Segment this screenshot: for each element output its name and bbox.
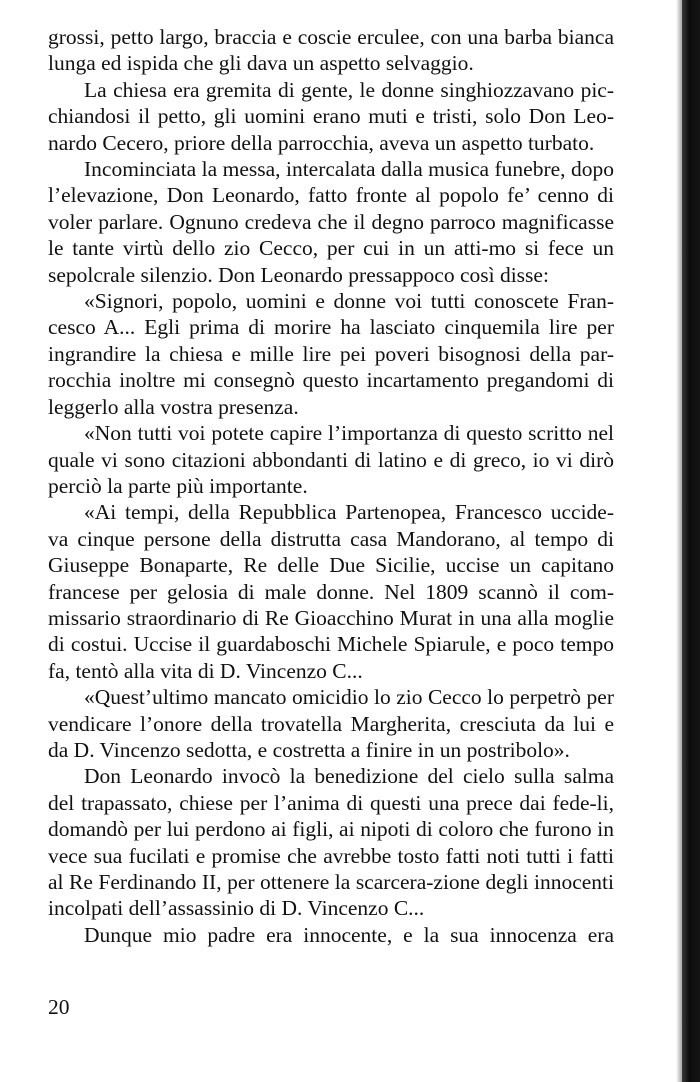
paragraph: «Signori, popolo, uomini e donne voi tutti conoscete Fran-cesco A... Egli prima di morire ha lasciato cinquemila lire per ingrandire la chiesa e mille lire pei poveri bisognosi della par-rocchia inoltre mi consegnò questo incartamento pregandomi di leggerlo alla vostra presenza. <box>48 289 614 419</box>
paragraph: Don Leonardo invocò la benedizione del cielo sulla salma del trapassato, chiese per l’anima di questi una prece dai fede-li, domandò per lui perdono ai figli, ai nipoti di coloro che furono in vece sua fucilati e promise che avrebbe tosto fatti noti tutti i fatti al Re Ferdinando II, per ottenere la scarcera-zione degli innocenti incolpati dell’assassinio di D. Vincenzo C... <box>48 764 614 921</box>
paragraph: «Ai tempi, della Repubblica Partenopea, Francesco uccide-va cinque persone della distrutta casa Mandorano, al tempo di Giuseppe Bonaparte, Re delle Due Sicilie, uccise un capitano francese per gelosia di male donne. Nel 1809 scannò il com-missario straordinario di Re Gioacchino Murat in una alla moglie di costui. Uccise il guardaboschi Michele Spiarule, e poco tempo fa, tentò alla vita di D. Vincenzo C... <box>48 500 614 683</box>
paragraph: Dunque mio padre era innocente, e la sua innocenza era <box>84 922 614 947</box>
paragraph: grossi, petto largo, braccia e coscie erculee, con una barba bianca lunga ed ispida che gli dava un aspetto selvaggio. <box>48 25 614 76</box>
paragraph: «Non tutti voi potete capire l’importanza di questo scritto nel quale vi sono citazioni abbondanti di latino e di greco, io vi dirò perciò la parte più importante. <box>48 421 614 498</box>
paragraph: Incominciata la messa, intercalata dalla musica funebre, dopo l’elevazione, Don Leonardo, fatto fronte al popolo fe’ cenno di voler parlare. Ognuno credeva che il degno parroco magnificasse le tante virtù dello zio Cecco, per cui in un atti-mo si fece un sepolcrale silenzio. Don Leonardo pressappoco così disse: <box>48 157 614 287</box>
body-text <box>48 24 614 948</box>
paragraph: «Quest’ultimo mancato omicidio lo zio Cecco lo perpetrò per vendicare l’onore della trovatella Margherita, cresciuta da lui e da D. Vincenzo sedotta, e costretta a finire in un postribolo». <box>48 685 614 762</box>
paragraph: La chiesa era gremita di gente, le donne singhiozzavano pic-chiandosi il petto, gli uomini erano muti e tristi, solo Don Leo-nardo Cecero, priore della parrocchia, aveva un aspetto turbato. <box>48 77 614 155</box>
page-edge <box>682 0 700 1082</box>
page-number: 20 <box>48 995 70 1019</box>
